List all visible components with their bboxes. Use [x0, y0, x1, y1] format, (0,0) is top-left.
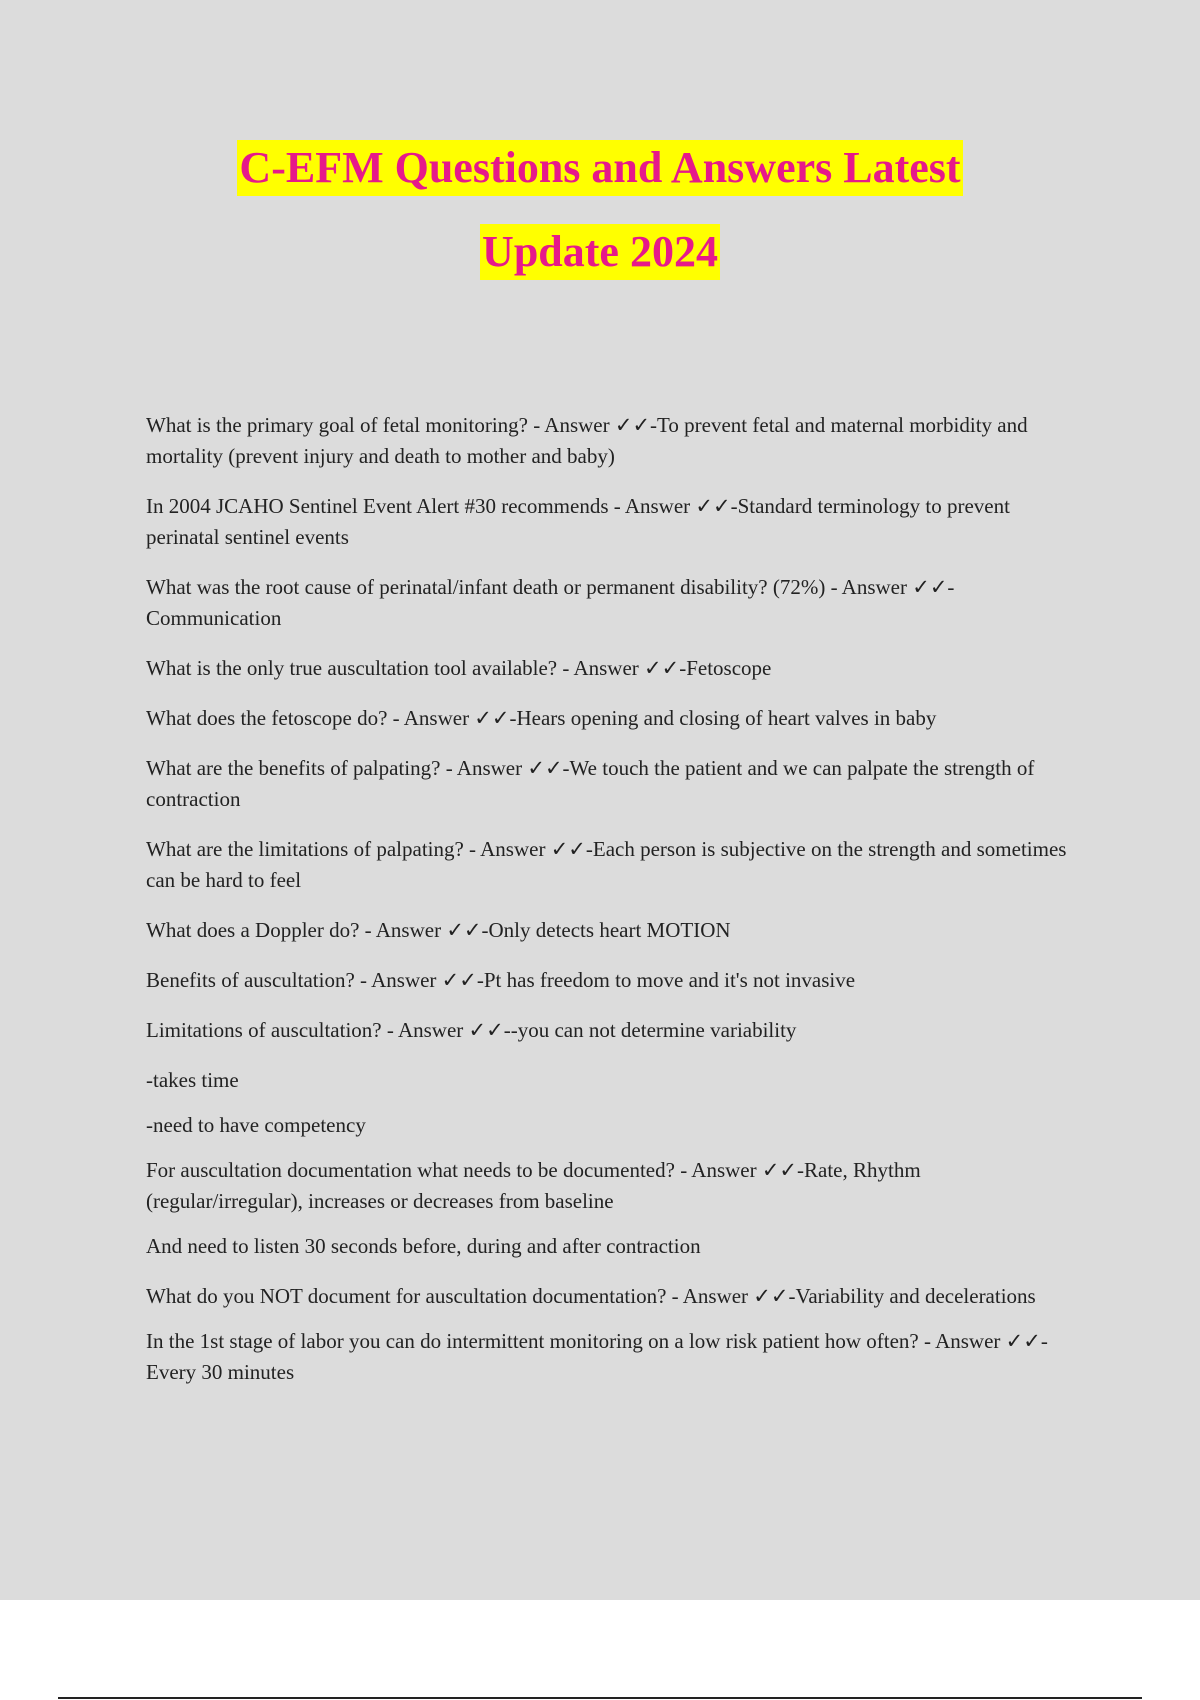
- qa-paragraph: What was the root cause of perinatal/infant death or permanent disability? (72%) - Answer ✓✓-Communication: [146, 575, 955, 630]
- qa-paragraph: What does the fetoscope do? - Answer ✓✓-Hears opening and closing of heart valves in baby: [146, 706, 937, 730]
- qa-paragraph: What do you NOT document for auscultation documentation? - Answer ✓✓-Variability and decelerations: [146, 1284, 1036, 1308]
- qa-content: [146, 410, 1076, 1407]
- qa-paragraph: What is the primary goal of fetal monitoring? - Answer ✓✓-To prevent fetal and maternal morbidity and mortality (prevent injury and death to mother and baby): [146, 413, 1028, 468]
- footer-divider: [58, 1697, 1142, 1699]
- qa-paragraph: In the 1st stage of labor you can do intermittent monitoring on a low risk patient how often? - Answer ✓✓-Every 30 minutes: [146, 1329, 1048, 1384]
- list-item: -takes time: [146, 1068, 239, 1092]
- document-title: [0, 140, 1200, 280]
- qa-paragraph: Limitations of auscultation? - Answer ✓✓--you can not determine variability: [146, 1018, 797, 1042]
- list-item: -need to have competency: [146, 1113, 366, 1137]
- qa-paragraph: What are the limitations of palpating? - Answer ✓✓-Each person is subjective on the strength and sometimes can be hard to feel: [146, 837, 1067, 892]
- note-paragraph: And need to listen 30 seconds before, during and after contraction: [146, 1234, 701, 1258]
- qa-paragraph: Benefits of auscultation? - Answer ✓✓-Pt has freedom to move and it's not invasive: [146, 968, 856, 992]
- qa-paragraph: What are the benefits of palpating? - Answer ✓✓-We touch the patient and we can palpate the strength of contraction: [146, 756, 1035, 811]
- qa-paragraph: What is the only true auscultation tool available? - Answer ✓✓-Fetoscope: [146, 656, 772, 680]
- qa-paragraph: What does a Doppler do? - Answer ✓✓-Only detects heart MOTION: [146, 918, 731, 942]
- qa-paragraph: In 2004 JCAHO Sentinel Event Alert #30 recommends - Answer ✓✓-Standard terminology to prevent perinatal sentinel events: [146, 494, 1010, 549]
- title-line-1: C-EFM Questions and Answers Latest: [237, 140, 962, 196]
- title-line-2: Update 2024: [480, 224, 720, 280]
- qa-paragraph: For auscultation documentation what needs to be documented? - Answer ✓✓-Rate, Rhythm (regular/irregular), increases or decreases from baseline: [146, 1158, 921, 1213]
